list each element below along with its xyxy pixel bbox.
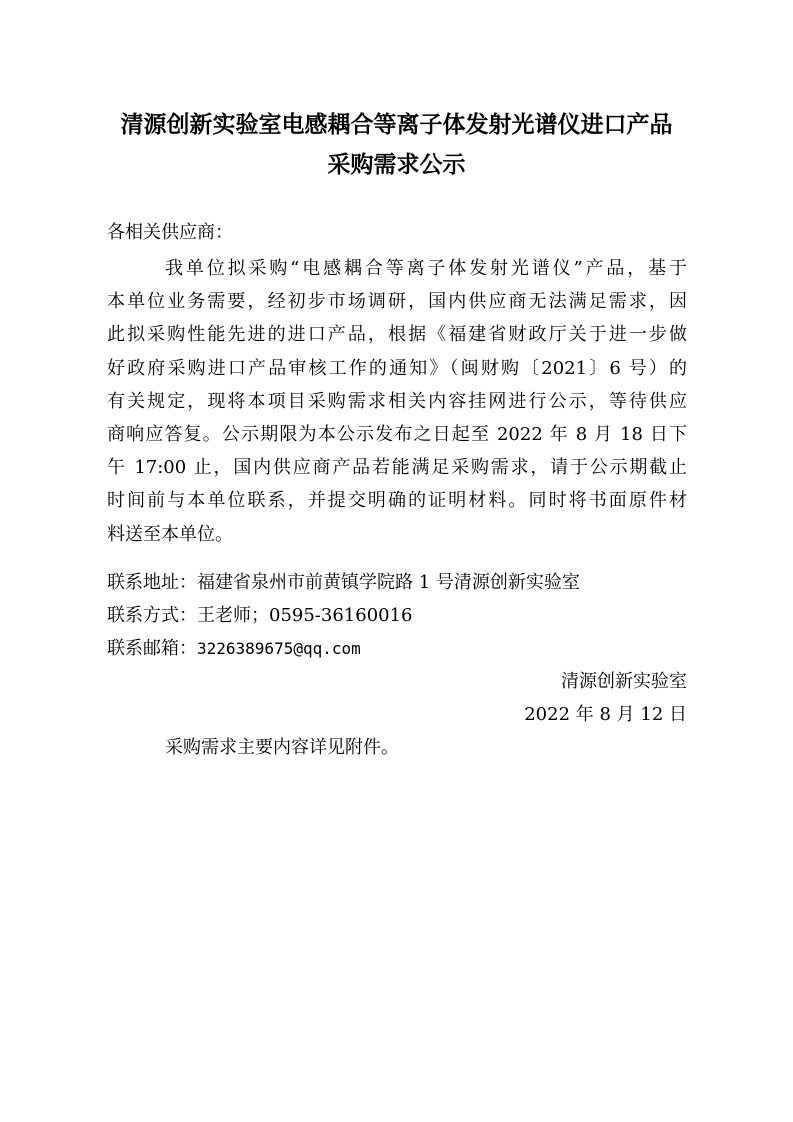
body-line: 时间前与本单位联系，并提交明确的证明材料。同时将书面原件材: [107, 490, 687, 512]
contact-phone-label: 联系方式：: [107, 605, 197, 626]
contact-phone-value: 王老师；0595-36160016: [197, 605, 413, 626]
attachment-note: 采购需求主要内容详见附件。: [165, 737, 399, 758]
contact-address-value: 福建省泉州市前黄镇学院路 1 号清源创新实验室: [197, 572, 580, 593]
contact-email: [107, 636, 361, 662]
body-paragraph: [107, 252, 687, 551]
body-line: 本单位业务需要，经初步市场调研，国内供应商无法满足需求，因: [107, 291, 687, 313]
body-line: 此拟采购性能先进的进口产品，根据《福建省财政厅关于进一步做: [107, 324, 687, 346]
contact-email-label: 联系邮箱：: [107, 638, 197, 659]
body-line: 料送至本单位。: [107, 523, 233, 545]
document-title-line-2: 采购需求公示: [327, 152, 466, 178]
body-line: 好政府采购进口产品审核工作的通知》（闽财购〔2021〕6 号）的: [107, 357, 687, 379]
signature-date: 2022 年 8 月 12 日: [524, 704, 687, 725]
document-title-line-1: 清源创新实验室电感耦合等离子体发射光谱仪进口产品: [120, 112, 673, 138]
contact-address: [107, 570, 580, 596]
body-line: 有关规定，现将本项目采购需求相关内容挂网进行公示，等待供应: [107, 390, 687, 412]
contact-phone: [107, 603, 413, 629]
contact-email-value: 3226389675@qq.com: [197, 639, 361, 658]
salutation: 各相关供应商：: [107, 222, 233, 243]
body-line: 午 17:00 止，国内供应商产品若能满足采购需求，请于公示期截止: [107, 457, 687, 479]
contact-address-label: 联系地址：: [107, 572, 197, 593]
signature-organization: 清源创新实验室: [561, 671, 687, 692]
body-line: 商响应答复。公示期限为本公示发布之日起至 2022 年 8 月 18 日下: [107, 423, 687, 445]
body-line: 我单位拟采购“电感耦合等离子体发射光谱仪”产品，基于: [165, 258, 687, 279]
